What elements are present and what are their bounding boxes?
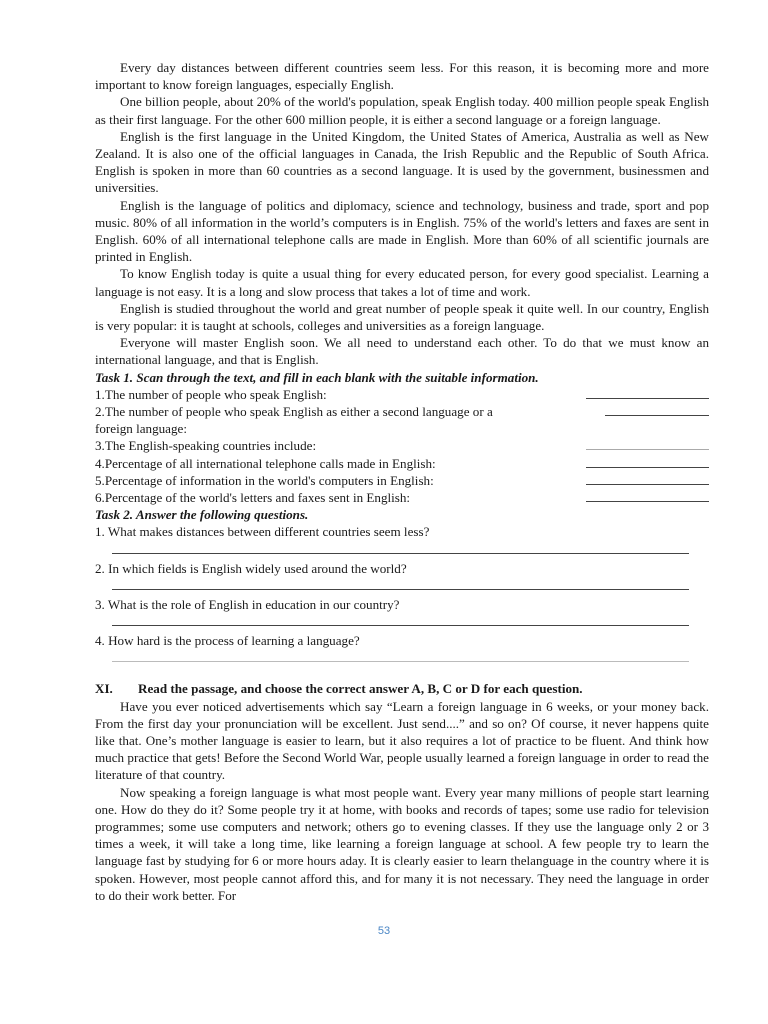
fill-blank-2[interactable] [605, 404, 709, 416]
answer-line-3[interactable] [112, 613, 689, 626]
passage-paragraph-4: English is the language of politics and diplomacy, science and technology, business and trade, sport and pop music. 80% of all information in the world’s computers is in English. 75% of the world's letters and faxes are sent in English. 60% of all international telephone calls are made in English. More than 60% of all scientific journals are printed in English. [95, 197, 709, 265]
answer-line-4[interactable] [112, 649, 689, 662]
page-content [95, 59, 709, 904]
task-1-item-4: 4.Percentage of all international telephone calls made in English: [95, 455, 709, 472]
section-xi-paragraph-1: Have you ever noticed advertisements which say “Learn a foreign language in 6 weeks, or your money back. From the first day your pronunciation will be excellent. Just send....” and so on? Of course, it never happens quite like that. One’s mother language is easier to learn, but it also requires a lot of practice to be fluent. And think how much practice that gets! Before the Second World War, people usually learned a foreign language in order to read the literature of that country. [95, 698, 709, 783]
task-1 [95, 369, 709, 507]
fill-blank-1[interactable] [586, 387, 709, 399]
fill-blank-6[interactable] [586, 490, 709, 502]
page-number: 53 [377, 925, 391, 937]
task-1-item-5: 5.Percentage of information in the world's computers in English: [95, 472, 709, 489]
section-xi-passage [95, 698, 709, 904]
reading-passage [95, 59, 709, 369]
section-xi-paragraph-2: Now speaking a foreign language is what most people want. Every year many millions of people start learning one. How do they do it? Some people try it at home, with books and records of tapes; some use radio for television programmes; some use computers and network; others go to evening classes. If they use the language only 2 or 3 times a week, it will take a long time, like learning a foreign language at school. A few people try to learn the language fast by studying for 6 or more hours aday. It is clearly easier to learn thelanguage in the country where it is spoken. However, most people cannot afford this, and for many it is not necessary. They need the language in order to do their work better. For [95, 784, 709, 903]
section-number: XI. [95, 681, 113, 697]
task-1-item-6: 6.Percentage of the world's letters and faxes sent in English: [95, 489, 709, 506]
answer-line-2[interactable] [112, 577, 689, 590]
fill-blank-4[interactable] [586, 456, 709, 468]
passage-paragraph-7: Everyone will master English soon. We all need to understand each other. To do that we must know an international language, and that is English. [95, 335, 709, 368]
task-1-item-3: 3.The English-speaking countries include: [95, 437, 709, 454]
fill-blank-3[interactable] [586, 438, 709, 450]
passage-paragraph-5: To know English today is quite a usual thing for every educated person, for every good specialist. Learning a language is not easy. It is a long and slow process that takes a lot of time and work. [95, 266, 709, 299]
question-2: 2. In which fields is English widely used around the world? [95, 560, 407, 576]
question-1: 1. What makes distances between different countries seem less? [95, 524, 430, 540]
task-1-title: Task 1. Scan through the text, and fill in each blank with the suitable information. [95, 369, 539, 385]
answer-line-1[interactable] [112, 541, 689, 554]
task-1-item-2-cont: foreign language: [95, 421, 187, 437]
passage-paragraph-2: One billion people, about 20% of the world's population, speak English today. 400 million people speak English as their first language. For the other 600 million people, it is either a second language or a foreign language. [95, 94, 709, 127]
section-xi-heading [95, 680, 709, 697]
fill-blank-5[interactable] [586, 473, 709, 485]
task-1-item-1: 1.The number of people who speak English: [95, 386, 709, 403]
question-3: 3. What is the role of English in education in our country? [95, 596, 400, 612]
passage-paragraph-1: Every day distances between different countries seem less. For this reason, it is becoming more and more important to know foreign languages, especially English. [95, 60, 709, 93]
task-2-title: Task 2. Answer the following questions. [95, 507, 309, 523]
task-2 [95, 506, 709, 662]
passage-paragraph-3: English is the first language in the United Kingdom, the United States of America, Australia as well as New Zealand. It is also one of the official languages in Canada, the Irish Republic and the Republic of South Africa. English is spoken in more than 60 countries as a second language. It is used by the government, businessmen and universities. [95, 128, 709, 196]
passage-paragraph-6: English is studied throughout the world and great number of people speak it quite well. In our country, English is very popular: it is taught at schools, colleges and universities as a foreign language. [95, 300, 709, 334]
task-1-item-2: 2.The number of people who speak English as either a second language or a [95, 403, 709, 420]
section-title: Read the passage, and choose the correct answer A, B, C or D for each question. [138, 681, 583, 697]
question-4: 4. How hard is the process of learning a language? [95, 633, 360, 649]
